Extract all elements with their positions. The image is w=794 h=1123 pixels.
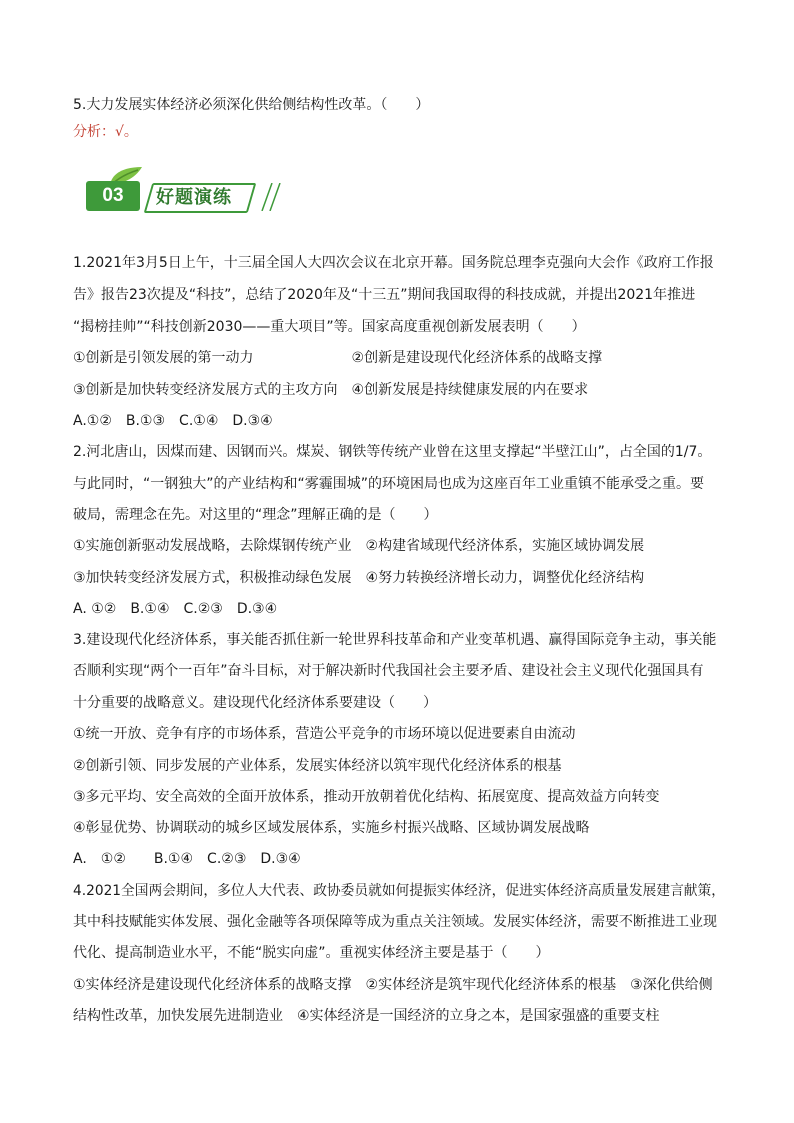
stripes-decoration bbox=[258, 183, 284, 211]
q4-stem-line: 代化、提高制造业水平，不能“脱实向虚”。重视实体经济主要是基于（ ） bbox=[73, 945, 550, 961]
section-number: 03 bbox=[86, 181, 140, 211]
q3-stem-line: 否顺利实现“两个一百年”奋斗目标，对于解决新时代我国社会主要矛盾、建设社会主义现代化强国具有 bbox=[73, 663, 704, 679]
section-banner bbox=[86, 165, 268, 213]
q2-stem-line: 与此同时，“一钢独大”的产业结构和“雾霾围城”的环境困局也成为这座百年工业重镇不能承受之重。要 bbox=[73, 476, 705, 492]
q4-option-line: ①实体经济是建设现代化经济体系的战略支撑 ②实体经济是筑牢现代化经济体系的根基 ③深化供给侧 bbox=[73, 977, 713, 993]
q2-option-line: ①实施创新驱动发展战略，去除煤钢传统产业 ②构建省域现代经济体系，实施区域协调发展 bbox=[73, 538, 645, 554]
q1-option-line: ①创新是引领发展的第一动力 ②创新是建设现代化经济体系的战略支撑 bbox=[73, 350, 603, 366]
section-title: 好题演练 bbox=[156, 187, 232, 208]
q3-stem-line: 3.建设现代化经济体系，事关能否抓住新一轮世界科技革命和产业变革机遇、赢得国际竞争主动，事关能 bbox=[73, 632, 717, 648]
question-5-stem: 5.大力发展实体经济必须深化供给侧结构性改革。（ ） bbox=[73, 97, 430, 113]
q3-stem-line: 十分重要的战略意义。建设现代化经济体系要建设（ ） bbox=[73, 695, 437, 711]
q2-stem-line: 2.河北唐山，因煤而建、因钢而兴。煤炭、钢铁等传统产业曾在这里支撑起“半壁江山”，占全国的1/7。 bbox=[73, 444, 712, 460]
q3-option-line: ④彰显优势、协调联动的城乡区域发展体系，实施乡村振兴战略、区域协调发展战略 bbox=[73, 820, 590, 836]
q1-stem-line: “揭榜挂帅”“科技创新2030——重大项目”等。国家高度重视创新发展表明（ ） bbox=[73, 319, 586, 335]
q2-stem-line: 破局，需理念在先。对这里的“理念”理解正确的是（ ） bbox=[73, 507, 438, 523]
question-5-analysis: 分析：√。 bbox=[73, 124, 138, 140]
q1-stem-line: 告》报告23次提及“科技”，总结了2020年及“十三五”期间我国取得的科技成就，并提出2021年推进 bbox=[73, 287, 696, 303]
q2-option-line: ③加快转变经济发展方式，积极推动绿色发展 ④努力转换经济增长动力，调整优化经济结构 bbox=[73, 570, 645, 586]
q4-option-line: 结构性改革，加快发展先进制造业 ④实体经济是一国经济的立身之本，是国家强盛的重要支柱 bbox=[73, 1008, 660, 1024]
q1-option-line: ③创新是加快转变经济发展方式的主攻方向 ④创新发展是持续健康发展的内在要求 bbox=[73, 382, 589, 398]
q2-choices: A. ①② B.①④ C.②③ D.③④ bbox=[73, 601, 278, 617]
q3-option-line: ②创新引领、同步发展的产业体系，发展实体经济以筑牢现代化经济体系的根基 bbox=[73, 758, 562, 774]
q3-option-line: ①统一开放、竞争有序的市场体系，营造公平竞争的市场环境以促进要素自由流动 bbox=[73, 726, 576, 742]
q4-stem-line: 4.2021全国两会期间，多位人大代表、政协委员就如何提振实体经济，促进实体经济高质量发展建言献策， bbox=[73, 883, 725, 899]
q1-choices: A.①② B.①③ C.①④ D.③④ bbox=[73, 413, 273, 429]
q3-option-line: ③多元平均、安全高效的全面开放体系，推动开放朝着优化结构、拓展宽度、提高效益方向转变 bbox=[73, 789, 660, 805]
q4-stem-line: 其中科技赋能实体发展、强化金融等各项保障等成为重点关注领域。发展实体经济，需要不断推进工业现 bbox=[73, 914, 717, 930]
q1-stem-line: 1.2021年3月5日上午，十三届全国人大四次会议在北京开幕。国务院总理李克强向大会作《政府工作报 bbox=[73, 255, 714, 271]
q3-choices: A. ①② B.①④ C.②③ D.③④ bbox=[73, 851, 301, 867]
